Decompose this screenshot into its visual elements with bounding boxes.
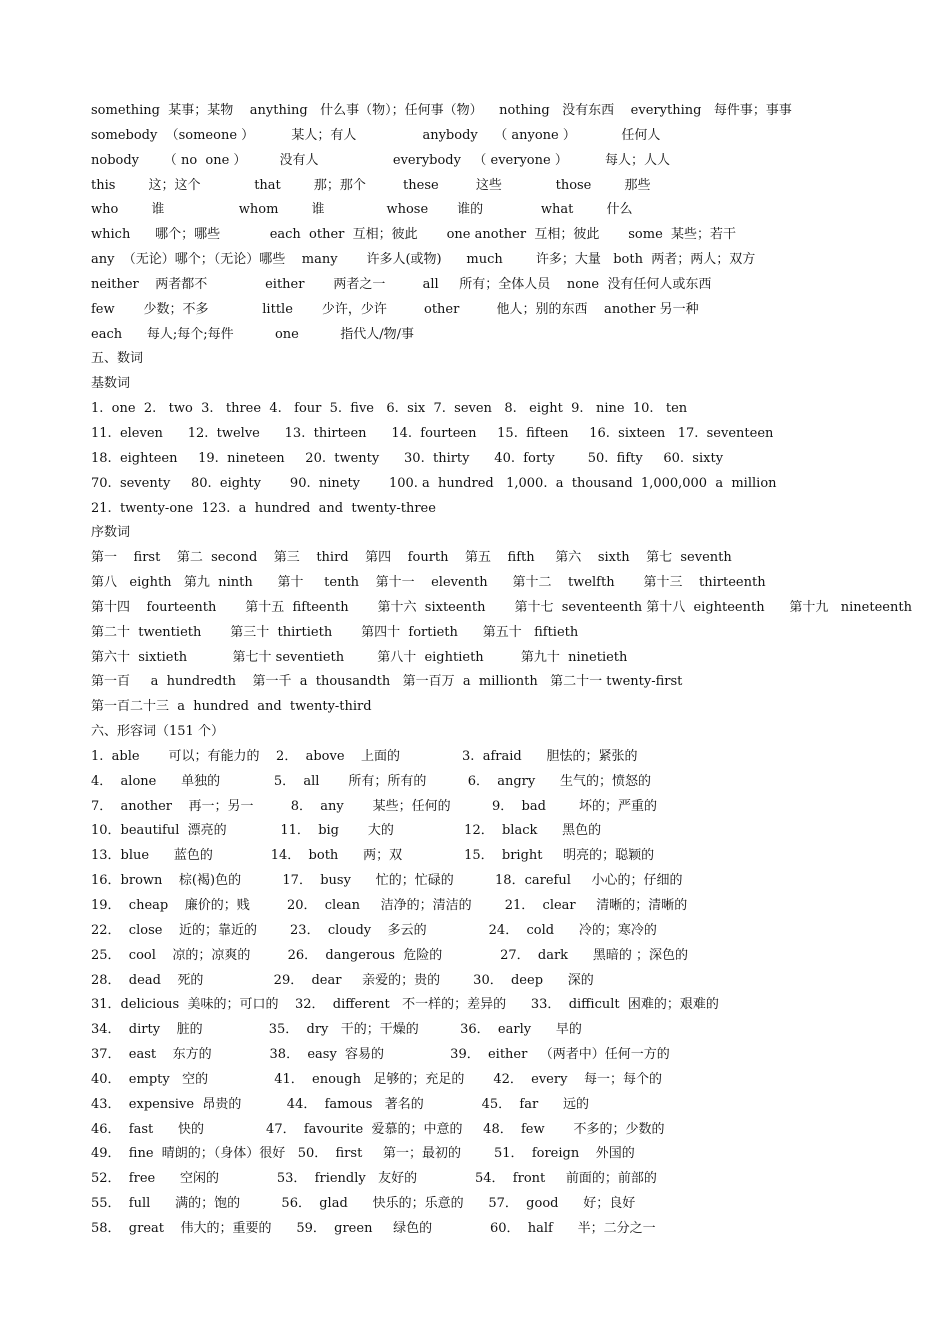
text-line-adjectives-10: 28． dead 死的 29． dear 亲爱的；贵的 30． deep 深的 <box>91 972 594 988</box>
text-line-cardinal-1: 1. one 2. two 3. three 4. four 5. five 6. six 7. seven 8. eight 9. nine 10. ten <box>91 401 688 417</box>
text-line-adjectives-2: 4． alone 单独的 5． all 所有；所有的 6． angry 生气的；愤怒的 <box>91 773 652 789</box>
text-line-adjectives-20: 58． great 伟大的；重要的 59． green 绿色的 60． half 半；二分之一 <box>91 1220 656 1236</box>
text-line-pronouns-1: something 某事；某物 anything 什么事（物）；任何事（物） nothing 没有东西 everything 每件事；事事 <box>91 103 792 118</box>
text-line-ordinal-2: 第八 eighth 第九 ninth 第十 tenth 第十一 eleventh 第十二 twelfth 第十三 thirteenth <box>91 575 766 591</box>
text-line-adjectives-12: 34． dirty 脏的 35． dry 干的；干燥的 36． early 早的 <box>91 1022 582 1038</box>
subheading-cardinal: 基数词 <box>91 376 131 392</box>
text-line-adjectives-11: 31．delicious 美味的；可口的 32． different 不一样的；差异的 33． difficult 困难的；艰难的 <box>91 997 719 1013</box>
text-line-adjectives-5: 13．blue 蓝色的 14． both 两；双 15． bright 明亮的；聪颖的 <box>91 848 655 864</box>
text-line-pronouns-8: neither 两者都不 either 两者之一 all 所有；全体人员 none 没有任何人或东西 <box>91 276 712 292</box>
text-line-adjectives-16: 46． fast 快的 47． favourite 爱慕的；中意的 48． few 不多的；少数的 <box>91 1121 665 1137</box>
text-line-adjectives-14: 40． empty 空的 41． enough 足够的；充足的 42． every 每一；每个的 <box>91 1071 662 1087</box>
text-line-ordinal-1: 第一 first 第二 second 第三 third 第四 fourth 第五 fifth 第六 sixth 第七 seventh <box>91 550 732 566</box>
text-line-adjectives-19: 55． full 满的；饱的 56． glad 快乐的；乐意的 57． good 好；良好 <box>91 1196 636 1212</box>
text-line-ordinal-3: 第十四 fourteenth 第十五 fifteenth 第十六 sixteenth 第十七 seventeenth 第十八 eighteenth 第十九 nineteenth <box>91 599 912 615</box>
text-line-pronouns-10: each 每人;每个;每件 one 指代人/物/事 <box>91 326 414 342</box>
text-line-adjectives-18: 52． free 空闲的 53． friendly 友好的 54． front 前面的；前部的 <box>91 1171 657 1187</box>
text-line-adjectives-7: 19． cheap 廉价的；贱 20． clean 洁净的；清洁的 21． clear 清晰的；清晰的 <box>91 898 688 913</box>
text-line-adjectives-3: 7． another 再一；另一 8． any 某些；任何的 9． bad 坏的；严重的 <box>91 798 657 814</box>
text-line-cardinal-4: 70. seventy 80. eighty 90. ninety 100. a hundred 1,000. a thousand 1,000,000 a million <box>91 475 777 491</box>
text-line-adjectives-1: 1. able 可以；有能力的 2． above 上面的 3. afraid 胆怯的；紧张的 <box>91 748 638 764</box>
text-line-adjectives-6: 16．brown 棕(褐)色的 17． busy 忙的；忙碌的 18．careful 小心的；仔细的 <box>91 873 683 889</box>
text-line-ordinal-4: 第二十 twentieth 第三十 thirtieth 第四十 fortieth 第五十 fiftieth <box>91 624 579 640</box>
text-line-pronouns-2: somebody （someone ） 某人；有人 anybody （ anyone ） 任何人 <box>91 127 661 143</box>
text-line-cardinal-5: 21. twenty-one 123. a hundred and twenty-three <box>91 500 436 516</box>
text-line-cardinal-2: 11. eleven 12. twelve 13. thirteen 14. fourteen 15. fifteen 16. sixteen 17. seventeen <box>91 425 774 441</box>
text-line-pronouns-7: any （无论）哪个；（无论）哪些 many 许多人(或物) much 许多；大量 both 两者；两人；双方 <box>91 252 756 268</box>
document-page <box>91 99 931 1242</box>
section-heading-numerals: 五、数词 <box>91 351 144 367</box>
text-line-ordinal-6: 第一百 a hundredth 第一千 a thousandth 第一百万 a millionth 第二十一 twenty-first <box>91 674 683 690</box>
text-line-adjectives-15: 43． expensive 昂贵的 44． famous 著名的 45． far 远的 <box>91 1096 589 1112</box>
text-line-adjectives-13: 37． east 东方的 38． easy 容易的 39． either （两者中）任何一方的 <box>91 1047 670 1063</box>
text-line-pronouns-3: nobody （ no one ） 没有人 everybody （ everyone ） 每人；人人 <box>91 152 671 168</box>
section-heading-adjectives: 六、形容词（151 个） <box>91 724 224 740</box>
text-line-adjectives-8: 22． close 近的；靠近的 23． cloudy 多云的 24． cold 冷的；寒冷的 <box>91 922 657 938</box>
text-line-pronouns-4: this 这；这个 that 那；那个 these 这些 those 那些 <box>91 177 651 193</box>
text-line-ordinal-7: 第一百二十三 a hundred and twenty-third <box>91 699 372 715</box>
text-line-cardinal-3: 18. eighteen 19. nineteen 20. twenty 30. thirty 40. forty 50. fifty 60. sixty <box>91 450 724 466</box>
text-line-adjectives-4: 10．beautiful 漂亮的 11． big 大的 12． black 黑色的 <box>91 823 602 839</box>
text-line-pronouns-9: few 少数；不多 little 少许，少许 other 他人；别的东西 another 另一种 <box>91 301 699 317</box>
text-line-pronouns-6: which 哪个；哪些 each other 互相；彼此 one another 互相；彼此 some 某些；若干 <box>91 227 737 243</box>
subheading-ordinal: 序数词 <box>91 525 131 541</box>
text-line-adjectives-17: 49． fine 晴朗的；（身体）很好 50． first 第一；最初的 51． foreign 外国的 <box>91 1146 635 1162</box>
text-line-adjectives-9: 25． cool 凉的；凉爽的 26． dangerous 危险的 27． dark 黑暗的 ；深色的 <box>91 947 688 963</box>
text-line-pronouns-5: who 谁 whom 谁 whose 谁的 what 什么 <box>91 202 633 218</box>
text-line-ordinal-5: 第六十 sixtieth 第七十 seventieth 第八十 eightieth 第九十 ninetieth <box>91 649 628 665</box>
